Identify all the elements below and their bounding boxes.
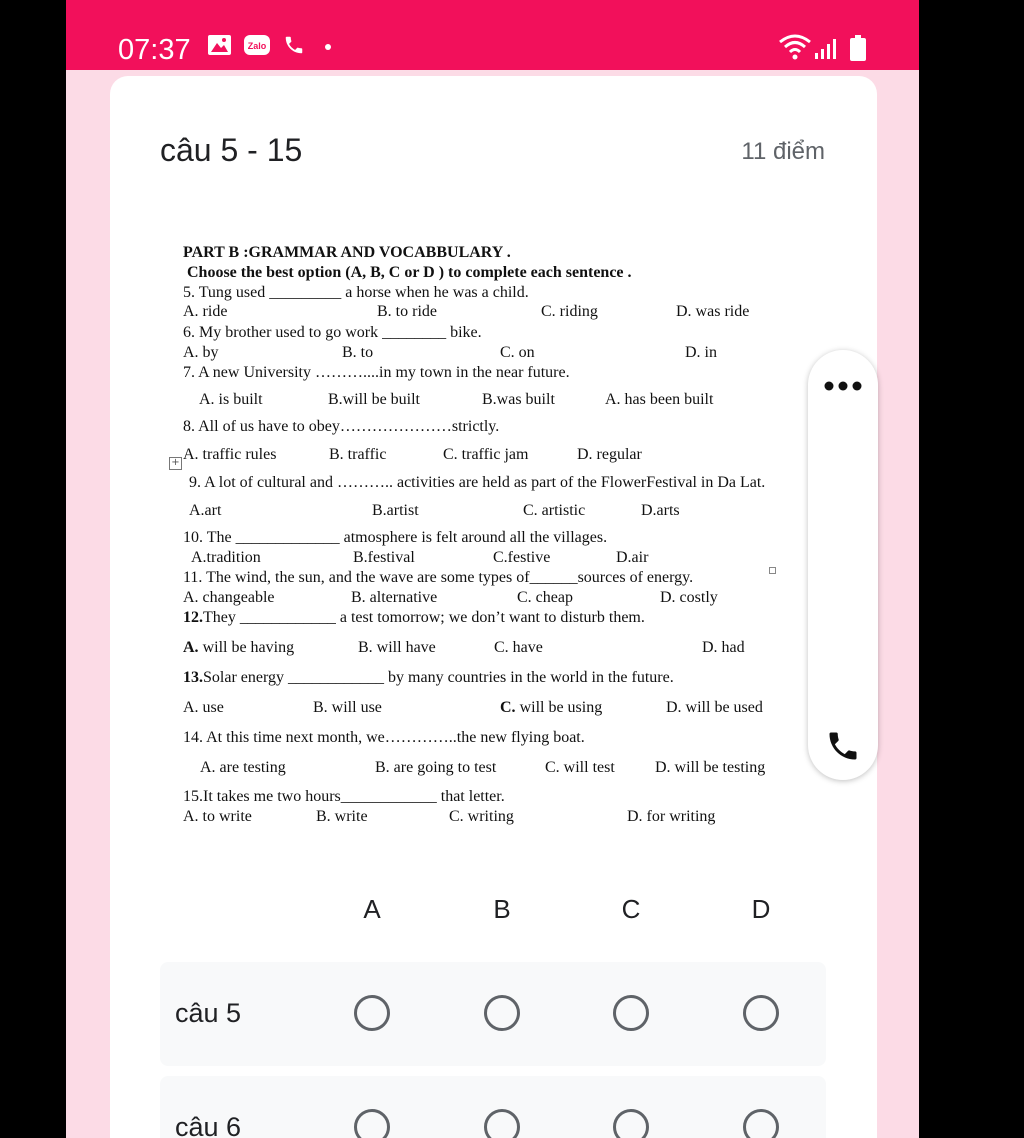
q8-option-c: C. traffic jam <box>443 446 529 463</box>
q8-option-a: A. traffic rules <box>183 446 277 463</box>
column-header-d: D <box>751 894 771 924</box>
q6-option-b: B. to <box>342 344 374 361</box>
q12-number: 12. <box>183 609 203 626</box>
more-options-icon[interactable] <box>824 380 862 392</box>
q7-option-d: A. has been built <box>605 391 714 408</box>
floating-call-bubble <box>808 350 878 780</box>
q11-option-d: D. costly <box>660 589 718 606</box>
q10-option-a: A.tradition <box>191 549 261 566</box>
q13-option-c-letter: C. <box>500 699 516 716</box>
q6-option-d: D. in <box>685 344 717 361</box>
column-header-a: A <box>363 894 381 924</box>
q9-option-a: A.art <box>189 502 222 519</box>
q11-option-a: A. changeable <box>183 589 275 606</box>
question-card <box>110 76 877 1138</box>
row-label: câu 5 <box>175 998 242 1028</box>
question-points: 11 điểm <box>741 138 825 165</box>
radio-cau5-b[interactable] <box>484 995 520 1031</box>
q10-option-d: D.air <box>616 549 649 566</box>
grid-row-cau-5 <box>160 962 826 1066</box>
status-time: 07:37 <box>118 34 191 66</box>
q14-stem: 14. At this time next month, we…………..the new flying boat. <box>183 729 585 746</box>
q15-option-a: A. to write <box>183 808 252 825</box>
q12-option-a-letter: A. <box>183 639 199 656</box>
q15-option-c: C. writing <box>449 808 514 825</box>
question-title: câu 5 - 15 <box>160 132 303 168</box>
q9-option-c: C. artistic <box>523 502 586 519</box>
signal-icon <box>814 38 838 60</box>
q9-option-d: D.arts <box>641 502 680 519</box>
q13-text: Solar energy ____________ by many countries in the world in the future. <box>203 669 674 686</box>
q10-option-b: B.festival <box>353 549 415 566</box>
grid-row-cau-6 <box>160 1076 826 1138</box>
gallery-icon <box>207 34 232 56</box>
q9-stem: 9. A lot of cultural and ……….. activities are held as part of the FlowerFestival in Da Lat. <box>189 474 766 491</box>
q14-option-a: A. are testing <box>200 759 286 776</box>
q12-option-c: C. have <box>494 639 543 656</box>
dot-icon <box>324 43 332 51</box>
phone-screen <box>66 0 919 1138</box>
q6-option-c: C. on <box>500 344 535 361</box>
q7-stem: 7. A new University ………....in my town in the near future. <box>183 364 570 381</box>
q6-option-a: A. by <box>183 344 219 361</box>
q13-number: 13. <box>183 669 203 686</box>
q13-option-c-text: will be using <box>515 699 603 716</box>
radio-cau5-d[interactable] <box>743 995 779 1031</box>
phone-icon <box>283 34 305 56</box>
small-square-marker <box>769 567 776 574</box>
worksheet-image <box>110 76 877 856</box>
column-header-c: C <box>621 894 641 924</box>
row-label: câu 6 <box>175 1112 242 1138</box>
q13-option-d: D. will be used <box>666 699 763 716</box>
q7-option-a: A. is built <box>199 391 263 408</box>
q11-option-c: C. cheap <box>517 589 573 606</box>
q13-stem <box>183 668 674 688</box>
status-bar <box>66 0 919 70</box>
q5-option-d: D. was ride <box>676 303 750 320</box>
q12-option-a-text: will be having <box>198 639 295 656</box>
q7-option-c: B.was built <box>482 391 555 408</box>
q12-option-a <box>183 638 294 658</box>
q14-option-d: D. will be testing <box>655 759 766 776</box>
worksheet-heading: PART B :GRAMMAR AND VOCABBULARY . <box>183 244 511 261</box>
q15-option-b: B. write <box>316 808 368 825</box>
column-header-b: B <box>493 894 511 924</box>
radio-cau5-c[interactable] <box>613 995 649 1031</box>
q6-stem: 6. My brother used to go work ________ bike. <box>183 324 482 341</box>
zalo-icon <box>243 34 271 58</box>
q10-stem: 10. The _____________ atmosphere is felt around all the villages. <box>183 529 608 546</box>
q13-option-a: A. use <box>183 699 224 716</box>
q12-option-d: D. had <box>702 639 745 656</box>
radio-cau6-c[interactable] <box>613 1109 649 1138</box>
q5-option-c: C. riding <box>541 303 598 320</box>
table-move-handle-icon: + <box>169 457 182 470</box>
radio-cau6-a[interactable] <box>354 1109 390 1138</box>
q9-option-b: B.artist <box>372 502 419 519</box>
zalo-icon-label: Zalo <box>247 41 267 51</box>
q8-stem: 8. All of us have to obey…………………strictly. <box>183 418 500 435</box>
q13-option-c <box>500 698 602 718</box>
worksheet-instruction: Choose the best option (A, B, C or D ) to complete each sentence . <box>187 264 632 281</box>
q12-text: They ____________ a test tomorrow; we don’t want to disturb them. <box>203 609 645 626</box>
q13-option-b: B. will use <box>313 699 382 716</box>
q11-stem: 11. The wind, the sun, and the wave are some types of______sources of energy. <box>183 569 694 586</box>
wifi-icon <box>778 33 812 61</box>
radio-cau6-b[interactable] <box>484 1109 520 1138</box>
q5-stem: 5. Tung used _________ a horse when he was a child. <box>183 284 529 301</box>
battery-icon <box>849 34 867 62</box>
q11-option-b: B. alternative <box>351 589 438 606</box>
call-icon[interactable] <box>825 728 861 764</box>
radio-cau5-a[interactable] <box>354 995 390 1031</box>
q8-option-d: D. regular <box>577 446 642 463</box>
q12-option-b: B. will have <box>358 639 436 656</box>
q15-option-d: D. for writing <box>627 808 716 825</box>
q10-option-c: C.festive <box>493 549 551 566</box>
q14-option-b: B. are going to test <box>375 759 497 776</box>
q5-option-b: B. to ride <box>377 303 437 320</box>
q8-option-b: B. traffic <box>329 446 387 463</box>
radio-cau6-d[interactable] <box>743 1109 779 1138</box>
q12-stem <box>183 608 645 628</box>
q15-stem: 15.It takes me two hours____________ that letter. <box>183 788 505 805</box>
q14-option-c: C. will test <box>545 759 615 776</box>
q5-option-a: A. ride <box>183 303 228 320</box>
q7-option-b: B.will be built <box>328 391 420 408</box>
